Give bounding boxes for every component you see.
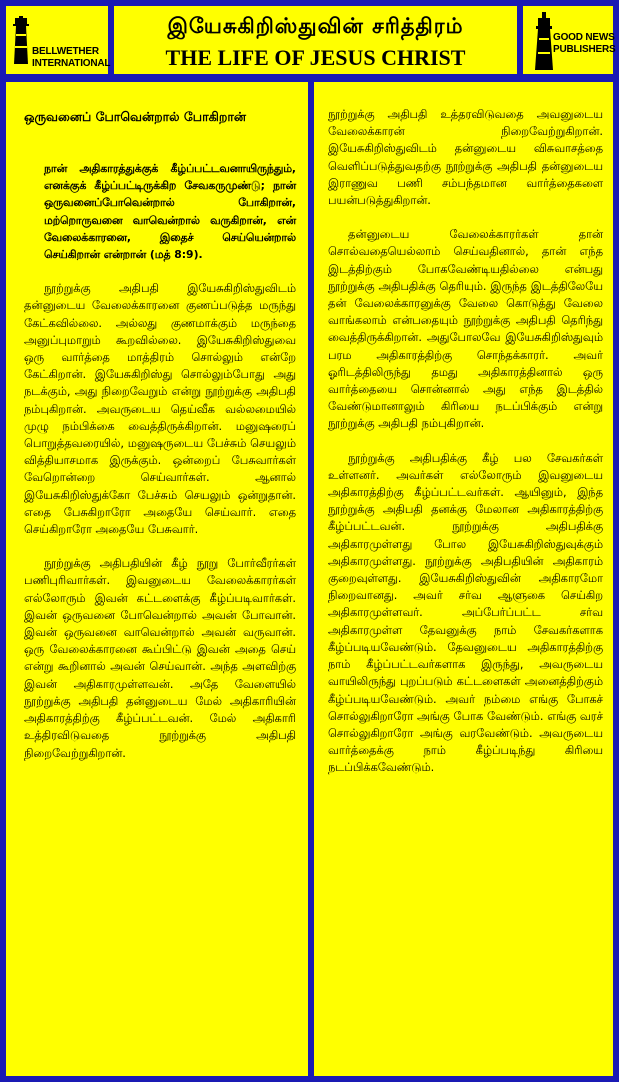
paragraph: நூற்றுக்கு அதிபதி இயேசுகிறிஸ்துவிடம் தன்னுடைய வேலைக்காரனை குணப்படுத்த மருந்து கேட்கவில்லை. அல்லது குணமாக்கும் மருந்தை அனுப்புமாறும் கூறவில்லை. இயேசுகிறிஸ்துவை ஒரு வார்த்தை மாத்திரம் சொல்லும் என்றே கேட்கிறான். இயேசுகிறிஸ்து சொல்லும்போது அது நடக்கும், அது நிறைவேறும் என்று நூற்றுக்கு அதிபதி நம்புகிறான். அவருடைய தெய்வீக வல்லமையில் முழு நம்பிக்கை வைத்திருக்கிறான். மனுஷரைப் பொறுத்தவரையில், மனுஷருடைய பேச்சும் செயலும் வித்தியாசமாக இருக்கும். ஒன்றைப் பேசுவார்கள் வேறொன்றை செய்வார்கள். ஆனால் இயேசுகிறிஸ்துக்கோ பேச்சும் செயலும் ஒன்றுதான். எதை பேசுகிறாரோ அதையே செய்வார். எதை செய்கிறாரோ அதையே பேசுவார். — [24, 281, 296, 537]
page-header — [112, 4, 519, 76]
article-heading: ஒருவனைப் போவென்றால் போகிறான் — [24, 109, 247, 124]
good-news-line1: GOOD NEWS — [553, 32, 615, 43]
scripture-quote: நான் அதிகாரத்துக்குக் கீழ்ப்பட்டவனாயிருந்தும், எனக்குக் கீழ்ப்பட்டிருக்கிற சேவகருமுண்டு; நான் ஒருவனைப்போவென்றால் போகிறான், மற்றொருவனை வாவென்றால் வருகிறான், என் வேலைக்காரனை, இதைச் செய்யென்றால் செய்கிறான் என்றான் (மத் 8:9). — [44, 162, 296, 262]
paragraph: தன்னுடைய வேலைக்காரர்கள் தான் சொல்வதையெல்லாம் செய்வதினால், தான் எந்த இடத்திற்கும் போகவேண்டியதில்லை என்பது நூற்றுக்கு அதிபதிக்கு தெரியும். இருந்த இடத்திலேயே தன் வேலைக்காரனுக்கு வேலை கொடுத்து வேலை வாங்கலாம் என்பதையும் நூற்றுக்கு அதிபதி தெரிந்து வைத்திருக்கிறான். அதுபோலவே இயேசுகிறிஸ்துவும் பரம அதிகாரத்திற்கு சொந்தக்காரர். அவர் ஓரிடத்திலிருந்து தமது அதிகாரத்தினால் ஒரு வார்த்தையை சொன்னால் அது எந்த இடத்தில் வேண்டுமானாலும் கிரியை நடப்பிக்கும் என்று நூற்றுக்கு அதிபதி நம்புகிறான். — [328, 227, 603, 431]
paragraph: நூற்றுக்கு அதிபதிக்கு கீழ் பல சேவகர்கள் உள்ளனர். அவர்கள் எல்லோரும் இவனுடைய அதிகாரத்திற்கு கீழ்ப்பட்டவர்கள். ஆயினும், இந்த நூற்றுக்கு அதிபதி தனக்கு மேலான அதிகாரத்திற்கு கீழ்ப்பட்டவன். நூற்றுக்கு அதிபதிக்கு அதிகாரமுள்ளது போல இயேசுகிறிஸ்துவுக்கும் அதிகாரமுள்ளது. நூற்றுக்கு அதிபதியின் அதிகாரம் குறைவுள்ளது. இயேசுகிறிஸ்துவின் அதிகாரமோ நிறைவானது. அவர் சர்வ ஆளுகை செய்கிற அதிகாரமுள்ளவர். அப்பேர்ப்பட்ட சர்வ அதிகாரமுள்ள தேவனுக்கு நாம் சேவகர்களாக கீழ்ப்படியவேண்டும். தேவனுடைய அதிகாரத்திற்கு நாம் கீழ்ப்பட்டவர்களாக இருந்து, அவருடைய வாயிலிருந்து புறப்படும் கட்டளைகள் அனைத்திற்கும் கீழ்ப்படியவேண்டும். அவர் நம்மை எங்கு போகச் சொல்லுகிறாரோ அங்கு போக வேண்டும். எங்கு வரச் சொல்லுகிறாரோ அங்கு வரவேண்டும். அவருடைய வார்த்தைக்கு நாம் கீழ்ப்படிந்து கிரியை நடப்பிக்கவேண்டும். — [328, 450, 603, 775]
left-column — [4, 80, 310, 1078]
paragraph: நூற்றுக்கு அதிபதியின் கீழ் நூறு போர்வீரர்கள் பணிபுரிவார்கள். இவனுடைய வேலைக்காரர்கள் எல்லோரும் இவன் கட்டளைக்கு கீழ்ப்படிவார்கள். இவன் ஒருவனை போவென்றால் அவன் போவான். இவன் ஒருவனை வாவென்றால் அவன் வருவான். ஒரு வேலைக்காரனை கூப்பிட்டு இவன் அதை செய் என்று கூறினால் அவன் செய்வான். அந்த அளவிற்கு இவன் அதிகாரமுள்ளவன். அதே வேளையில் நூற்றுக்கு அதிபதி தன்னுடைய மேல் அதிகாரியின் அதிகாரத்திற்கு கீழ்ப்பட்டவன். மேல் அதிகாரி உத்திரவிடுவதை நூற்றுக்கு அதிபதி நிறைவேற்றுகிறான். — [24, 556, 296, 760]
title-tamil: இயேசுகிறிஸ்துவின் சரித்திரம் — [167, 14, 464, 38]
title-english: THE LIFE OF JESUS CHRIST — [165, 45, 466, 70]
right-column — [312, 80, 615, 1078]
good-news-logo — [521, 4, 615, 76]
bellwether-line2: INTERNATIONAL — [32, 58, 111, 69]
lighthouse-icon — [12, 16, 30, 66]
tower-icon — [533, 12, 555, 70]
bellwether-logo — [4, 4, 110, 76]
good-news-line2: PUBLISHERS — [553, 44, 616, 55]
paragraph: நூற்றுக்கு அதிபதி உத்தரவிடுவதை அவனுடைய வேலைக்காரன் நிறைவேற்றுகிறான். இயேசுகிறிஸ்துவிடம் தன்னுடைய விசுவாசத்தை வெளிப்படுத்துவதற்கு நூற்றுக்கு அதிபதி தன்னுடைய இராணுவ பணி சம்பந்தமான வார்த்தைகளை பயன்படுத்துகிறான். — [328, 107, 603, 208]
bellwether-line1: BELLWETHER — [32, 46, 99, 57]
